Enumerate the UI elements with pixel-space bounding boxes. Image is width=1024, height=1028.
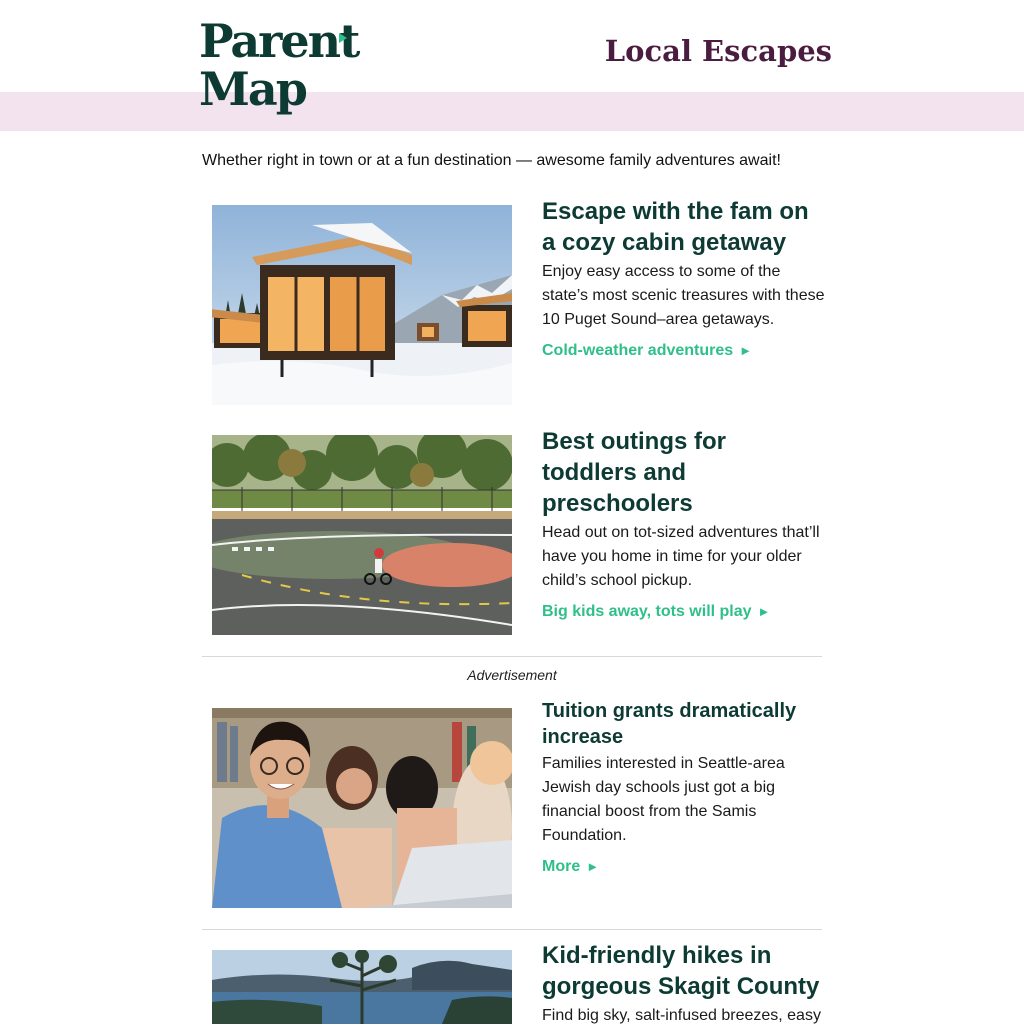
article-3-title[interactable]: Tuition grants dramatically increase xyxy=(542,700,797,748)
article-2-title[interactable]: Best outings for toddlers and preschoolers xyxy=(542,428,726,517)
skagit-photo[interactable] xyxy=(212,950,512,1024)
article-3-link[interactable] xyxy=(542,858,599,876)
student-photo[interactable] xyxy=(212,708,512,908)
logo-word-parent: Parent xyxy=(199,14,359,68)
article-2-description: Head out on tot-sized adventures that’ll have you home in time for your older child’s school pickup. xyxy=(542,524,820,589)
article-2-link-label: Big kids away, tots will play xyxy=(542,603,752,620)
article-1-description: Enjoy easy access to some of the state’s most scenic treasures with these 10 Puget Sound–area getaways. xyxy=(542,263,825,328)
play-arrow-icon: ► xyxy=(586,859,600,874)
article-1-link-label: Cold-weather adventures xyxy=(542,342,734,359)
article-3-link-label: More xyxy=(542,858,581,875)
newsletter-title: Local Escapes xyxy=(604,34,832,68)
article-3 xyxy=(542,698,827,876)
article-4-title[interactable]: Kid-friendly hikes in gorgeous Skagit County xyxy=(542,942,820,1000)
parentmap-logo[interactable] xyxy=(199,14,359,122)
article-1-title[interactable]: Escape with the fam on a cozy cabin getaway xyxy=(542,198,809,256)
ad-divider-bottom xyxy=(202,929,822,930)
intro-text: Whether right in town or at a fun destination — awesome family adventures await! xyxy=(202,152,781,169)
advertisement-label: Advertisement xyxy=(467,667,557,683)
article-1 xyxy=(542,196,827,360)
play-arrow-icon: ► xyxy=(739,343,753,358)
article-4 xyxy=(542,940,827,1028)
article-2 xyxy=(542,426,827,621)
article-2-link[interactable] xyxy=(542,603,770,621)
bike-park-photo[interactable] xyxy=(212,435,512,635)
article-4-description: Find big sky, salt-infused breezes, easy xyxy=(542,1007,821,1024)
ad-divider-top xyxy=(202,656,822,657)
play-arrow-icon: ► xyxy=(757,604,771,619)
logo-word-map: Map xyxy=(199,62,306,116)
cabin-photo[interactable] xyxy=(212,205,512,405)
article-3-description: Families interested in Seattle-area Jewish day schools just got a big financial boost from the Samis Foundation. xyxy=(542,755,785,844)
article-1-link[interactable] xyxy=(542,342,752,360)
logo-play-icon xyxy=(339,33,347,43)
header-band xyxy=(0,92,1024,131)
